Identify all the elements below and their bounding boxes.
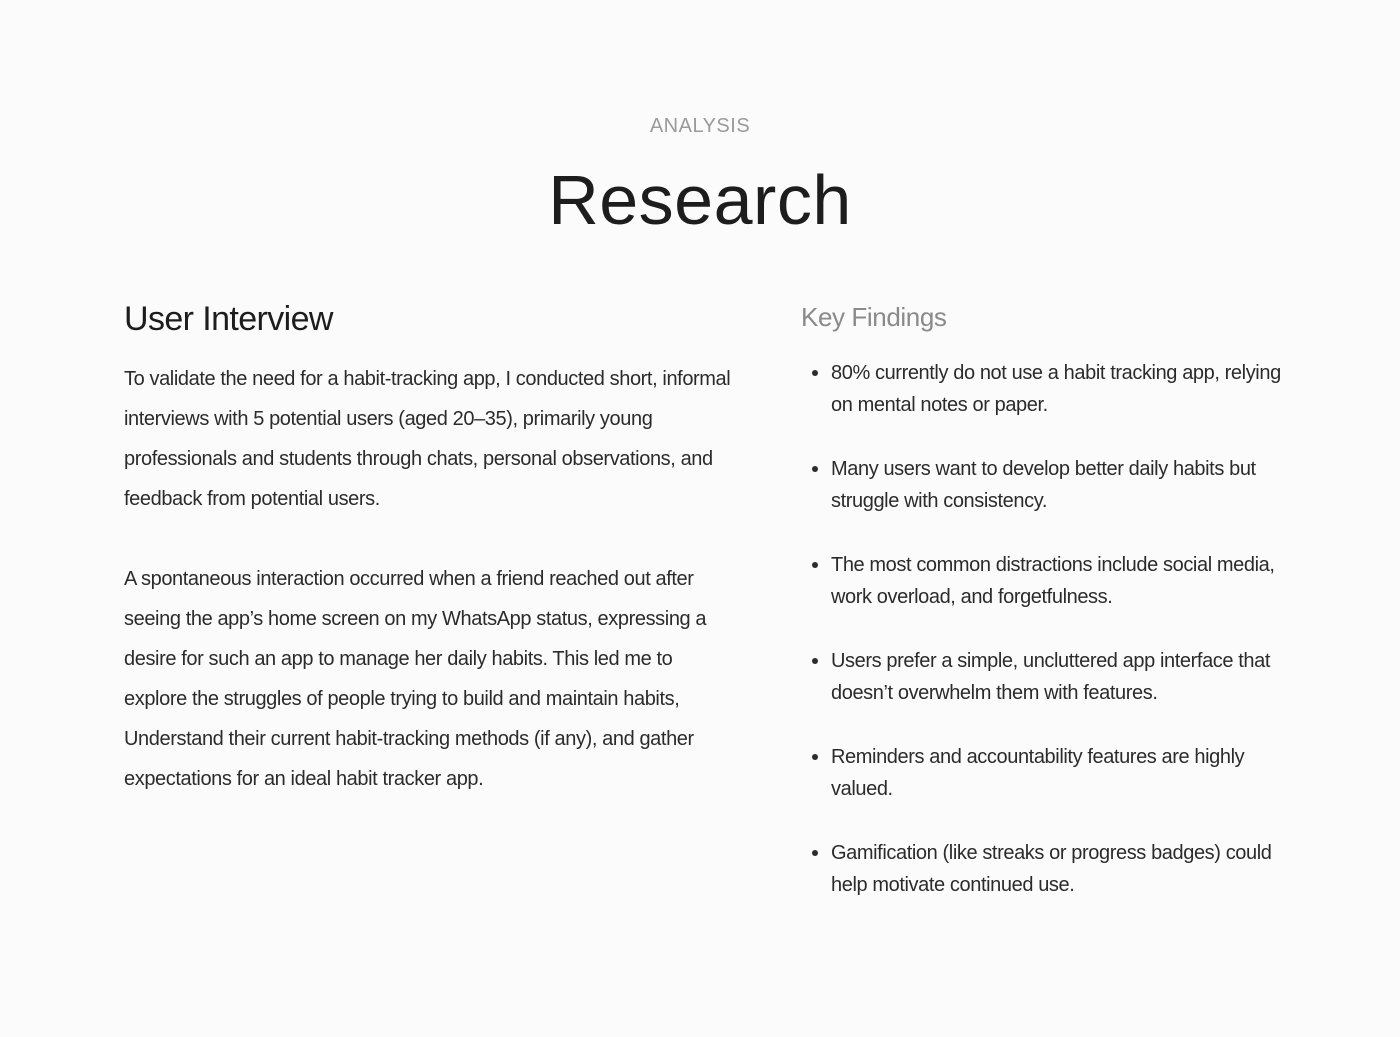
finding-text: Users prefer a simple, uncluttered app interface that doesn’t overwhelm them with features.	[831, 650, 1271, 704]
finding-text: Gamification (like streaks or progress badges) could help motivate continued use.	[831, 842, 1272, 896]
finding-text: The most common distractions include social media, work overload, and forgetfulness.	[831, 554, 1275, 608]
key-findings-section	[801, 302, 1291, 933]
finding-item	[801, 837, 1291, 901]
finding-item	[801, 357, 1291, 421]
bullet-icon	[812, 562, 818, 568]
section-eyebrow: ANALYSIS	[649, 115, 751, 137]
finding-text: 80% currently do not use a habit tracking app, relying on mental notes or paper.	[831, 362, 1281, 416]
user-interview-title: User Interview	[124, 300, 333, 338]
bullet-icon	[812, 850, 818, 856]
key-findings-title: Key Findings	[801, 302, 947, 332]
finding-text: Many users want to develop better daily habits but struggle with consistency.	[831, 458, 1256, 512]
finding-item	[801, 453, 1291, 517]
interview-paragraph: To validate the need for a habit-tracking app, I conducted short, informal interviews with 5 potential users (aged 20–35), primarily young professionals and students through chats, personal observations, and feedback from potential users.	[124, 368, 731, 510]
finding-item	[801, 741, 1291, 805]
bullet-icon	[812, 658, 818, 664]
bullet-icon	[812, 754, 818, 760]
page-title: Research	[548, 161, 852, 239]
bullet-icon	[812, 466, 818, 472]
finding-text: Reminders and accountability features are highly valued.	[831, 746, 1245, 800]
finding-item	[801, 549, 1291, 613]
interview-paragraph: A spontaneous interaction occurred when a friend reached out after seeing the app’s home screen on my WhatsApp status, expressing a desire for such an app to manage her daily habits. This led me to explore the struggles of people trying to build and maintain habits, Understand their current habit-tracking methods (if any), and gather expectations for an ideal habit tracker app.	[124, 568, 707, 790]
key-findings-list	[801, 357, 1291, 901]
finding-item	[801, 645, 1291, 709]
user-interview-section	[124, 300, 734, 839]
bullet-icon	[812, 370, 818, 376]
